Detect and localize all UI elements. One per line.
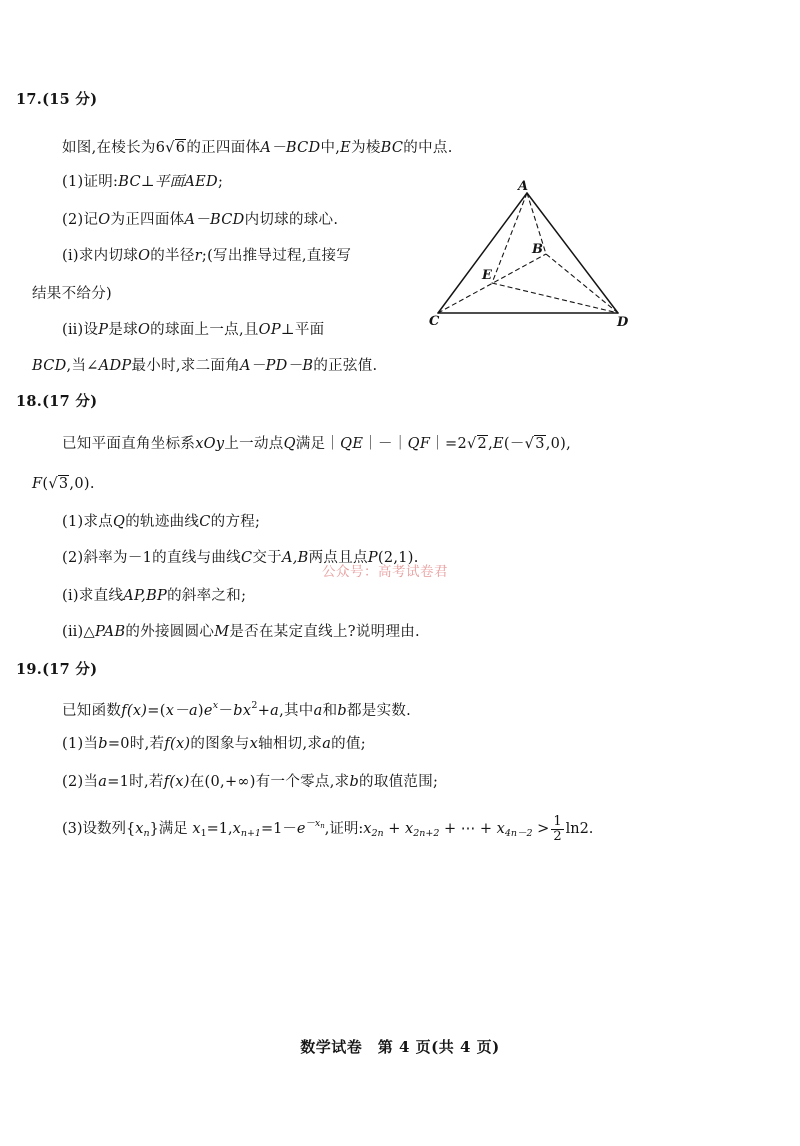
text: f(x) bbox=[164, 736, 191, 752]
text: 两点且点 bbox=[308, 550, 368, 566]
text: + bbox=[388, 821, 401, 837]
text: (－ bbox=[503, 436, 525, 452]
text: a bbox=[98, 774, 108, 790]
text: A,B bbox=[281, 550, 309, 566]
text: x bbox=[363, 821, 372, 837]
text: A－BCD bbox=[260, 140, 321, 156]
label-a: A bbox=[518, 179, 529, 194]
text: }满足 bbox=[149, 821, 188, 837]
text: (1)证明: bbox=[62, 174, 119, 190]
text: QE bbox=[340, 436, 364, 452]
text: ) bbox=[197, 703, 204, 719]
text: 如图,在棱长为 bbox=[62, 140, 156, 156]
text: 中, bbox=[320, 140, 341, 156]
text: －x bbox=[305, 818, 321, 829]
tetrahedron-figure bbox=[428, 176, 638, 328]
text: =( bbox=[147, 703, 166, 719]
text: 的正弦值. bbox=[313, 358, 378, 374]
problem-18-part-2i bbox=[62, 586, 246, 606]
text: 的正四面体 bbox=[186, 140, 261, 156]
text: 都是实数. bbox=[346, 703, 412, 719]
text: 的外接圆圆心 bbox=[125, 624, 215, 640]
text: x bbox=[212, 700, 219, 711]
text: F bbox=[32, 476, 43, 492]
text: 的取值范围; bbox=[359, 774, 439, 790]
text: O bbox=[137, 322, 151, 338]
text: 的中点. bbox=[403, 140, 453, 156]
label-b: B bbox=[532, 242, 543, 257]
problem-17-part-2i bbox=[62, 246, 351, 266]
text: P bbox=[98, 322, 109, 338]
text: bx bbox=[233, 703, 252, 719]
problem-19-part-2 bbox=[62, 772, 438, 792]
text: ,0). bbox=[69, 476, 95, 492]
text: 的球面上一点,且 bbox=[150, 322, 259, 338]
problem-17-part-2ii bbox=[62, 320, 324, 340]
text: , bbox=[488, 436, 493, 452]
label-e: E bbox=[482, 268, 492, 283]
text: A－BCD bbox=[184, 212, 245, 228]
text: ln2. bbox=[565, 821, 594, 837]
text: =0时,若 bbox=[107, 736, 165, 752]
text: E bbox=[340, 140, 352, 156]
text: BCD bbox=[32, 358, 67, 374]
text: BC bbox=[380, 140, 404, 156]
text: 2 bbox=[477, 436, 488, 452]
problem-17-part-2 bbox=[62, 210, 338, 230]
text: AED bbox=[184, 174, 218, 190]
problem-18-part-2ii bbox=[62, 622, 420, 642]
segment-ae bbox=[492, 193, 527, 283]
problem-18-stem-cont: F(√3,0). bbox=[32, 476, 95, 492]
problem-19-part-1 bbox=[62, 734, 366, 754]
text: (i)求直线 bbox=[62, 588, 124, 604]
label-c: C bbox=[429, 314, 440, 328]
text: + bbox=[257, 703, 271, 719]
text: (1)求点 bbox=[62, 514, 114, 530]
text: 的值; bbox=[331, 736, 366, 752]
text: a bbox=[322, 736, 332, 752]
text: x bbox=[232, 821, 241, 837]
text: 的斜率之和; bbox=[167, 588, 247, 604]
text: PAB bbox=[94, 624, 126, 640]
text: =1－ bbox=[260, 821, 297, 837]
text: x－a bbox=[165, 703, 198, 719]
problem-17-stem: 如图,在棱长为6√6的正四面体A－BCD中,E为棱BC的中点. bbox=[62, 140, 453, 156]
text: 满足｜ bbox=[295, 436, 341, 452]
text: n bbox=[320, 822, 325, 830]
problem-17-part-1 bbox=[62, 172, 223, 192]
text: 6 bbox=[175, 140, 186, 156]
page-footer: 数学试卷 第 4 页(共 4 页) bbox=[300, 1038, 500, 1056]
text: (2)当 bbox=[62, 774, 99, 790]
text: =1时,若 bbox=[107, 774, 164, 790]
text: x bbox=[405, 821, 414, 837]
problem-17-header: 17.(15 分) bbox=[16, 91, 98, 108]
text: r bbox=[194, 248, 202, 264]
text: n bbox=[143, 828, 150, 839]
text: 的图象与 bbox=[190, 736, 250, 752]
text: + ⋯ + bbox=[444, 821, 493, 837]
text: n+1 bbox=[240, 828, 261, 839]
label-d: D bbox=[617, 315, 629, 328]
problem-17-part-2ii-cont bbox=[32, 356, 377, 376]
text: 4n－2 bbox=[504, 828, 533, 839]
text: f(x) bbox=[121, 703, 148, 719]
text: (3)设数列{ bbox=[62, 821, 136, 837]
problem-19-part-3 bbox=[62, 814, 593, 844]
text: 3 bbox=[58, 476, 69, 492]
text: ,当∠ bbox=[66, 358, 99, 374]
text: OP bbox=[258, 322, 281, 338]
text: BC⊥平面 bbox=[118, 174, 185, 190]
text: 的轨迹曲线 bbox=[125, 514, 200, 530]
problem-19-header: 19.(17 分) bbox=[16, 661, 98, 678]
problem-18-header: 18.(17 分) bbox=[16, 393, 98, 410]
text: ,0), bbox=[545, 436, 572, 452]
text: O bbox=[98, 212, 111, 228]
text: E bbox=[493, 436, 504, 452]
text: f(x) bbox=[163, 774, 190, 790]
text: (2)记 bbox=[62, 212, 99, 228]
text: 上一动点 bbox=[224, 436, 284, 452]
text: e bbox=[296, 821, 306, 837]
text: C bbox=[240, 550, 253, 566]
text: 交于 bbox=[252, 550, 282, 566]
text: (2,1). bbox=[377, 550, 419, 566]
text: 已知函数 bbox=[62, 703, 122, 719]
text: ( bbox=[42, 476, 49, 492]
text: 2 bbox=[553, 828, 562, 844]
fraction-one-half bbox=[551, 815, 563, 844]
text: (1)当 bbox=[62, 736, 99, 752]
text: (2)斜率为－1的直线与曲线 bbox=[62, 550, 241, 566]
text: O bbox=[138, 248, 151, 264]
text: x bbox=[496, 821, 505, 837]
text: 是否在某定直线上?说明理由. bbox=[229, 624, 420, 640]
text: =1, bbox=[206, 821, 233, 837]
text: ,证明: bbox=[324, 821, 364, 837]
text: Q bbox=[113, 514, 126, 530]
text: 3 bbox=[535, 436, 545, 452]
text: (ⅱ)设 bbox=[62, 322, 99, 338]
problem-18-part-1 bbox=[62, 512, 260, 532]
problem-18-stem: 已知平面直角坐标系xOy上一动点Q满足｜QE｜－｜QF｜=2√2,E(－√3,0), bbox=[62, 436, 572, 452]
text: 在(0,+∞)有一个零点,求 bbox=[189, 774, 350, 790]
text: b bbox=[98, 736, 108, 752]
text: 是球 bbox=[108, 322, 138, 338]
text: ,其中 bbox=[279, 703, 314, 719]
text: 的方程; bbox=[210, 514, 261, 530]
text: ADP bbox=[98, 358, 132, 374]
text: 1 bbox=[200, 828, 207, 839]
text: ;(写出推导过程,直接写 bbox=[201, 248, 352, 264]
text: ⊥平面 bbox=[280, 322, 325, 338]
text: (ⅱ)△ bbox=[62, 624, 95, 640]
text: 内切球的球心. bbox=[244, 212, 339, 228]
text: x bbox=[249, 736, 259, 752]
problem-17-part-2i-cont: 结果不给分) bbox=[32, 286, 112, 302]
text: ; bbox=[217, 174, 224, 190]
text: 2 bbox=[251, 700, 258, 711]
text: P bbox=[367, 550, 378, 566]
text: > bbox=[537, 821, 550, 837]
text: (i)求内切球 bbox=[62, 248, 139, 264]
text: Q bbox=[283, 436, 296, 452]
text: a bbox=[313, 703, 323, 719]
problem-19-stem bbox=[62, 696, 411, 721]
text: xOy bbox=[195, 436, 225, 452]
text: 2n bbox=[371, 828, 384, 839]
text: 2n+2 bbox=[413, 828, 440, 839]
text: e bbox=[203, 703, 213, 719]
text: A－PD－B bbox=[240, 358, 314, 374]
text: QF bbox=[407, 436, 431, 452]
watermark-text: 公众号：高考试卷君 bbox=[322, 564, 448, 580]
text: 已知平面直角坐标系 bbox=[62, 436, 196, 452]
text: ｜=2 bbox=[430, 436, 467, 452]
text: 和 bbox=[322, 703, 338, 719]
edge-ac bbox=[438, 193, 527, 313]
text: 轴相切,求 bbox=[258, 736, 323, 752]
text: 的半径 bbox=[150, 248, 195, 264]
text: x bbox=[192, 821, 201, 837]
text: 6 bbox=[155, 140, 166, 156]
text: 为棱 bbox=[351, 140, 381, 156]
text: 为正四面体 bbox=[110, 212, 185, 228]
text: AP,BP bbox=[123, 588, 168, 604]
text: b bbox=[337, 703, 347, 719]
text: ｜－｜ bbox=[363, 436, 408, 452]
text: C bbox=[199, 514, 211, 530]
text: x bbox=[135, 821, 144, 837]
text: a bbox=[270, 703, 280, 719]
text: 1 bbox=[553, 813, 562, 829]
text: 最小时,求二面角 bbox=[131, 358, 240, 374]
text: M bbox=[214, 624, 230, 640]
text: － bbox=[218, 703, 234, 719]
text: b bbox=[349, 774, 360, 790]
